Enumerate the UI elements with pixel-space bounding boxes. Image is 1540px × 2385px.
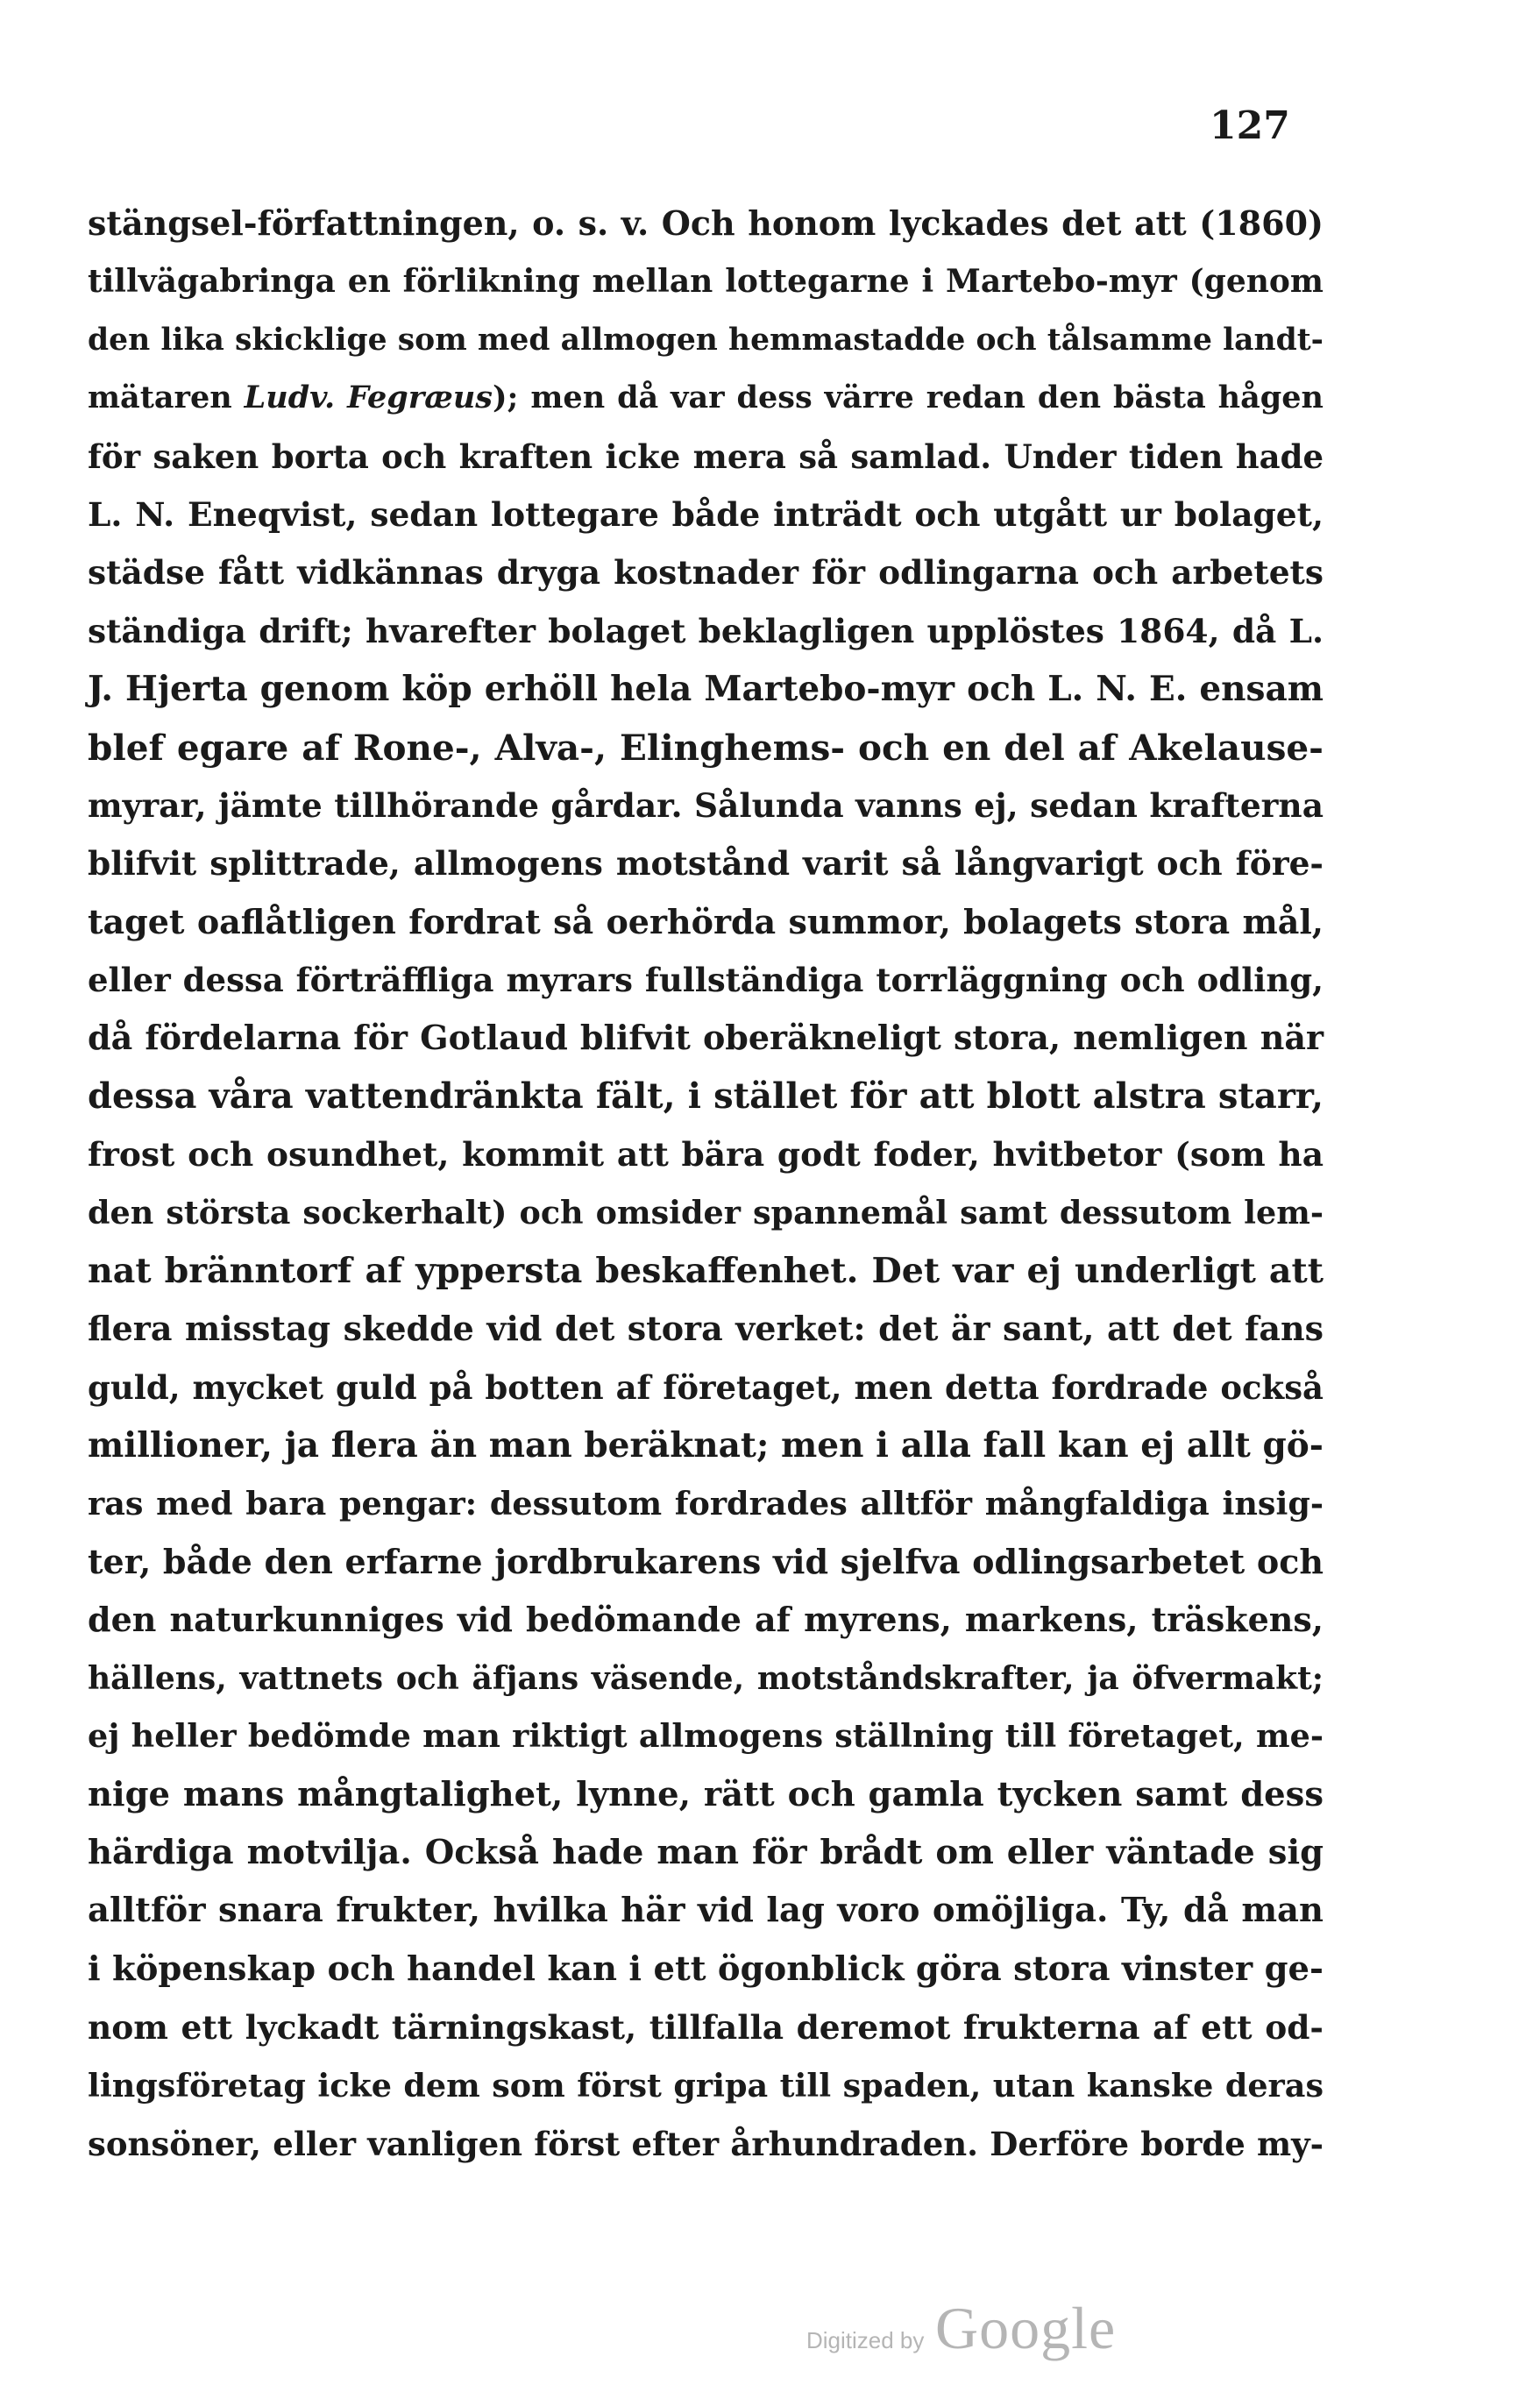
text-line: eller dessa förträffliga myrars fullständiga torrläggning och odling, <box>88 961 1324 1000</box>
text-line: den naturkunniges vid bedömande af myrens, markens, träskens, <box>88 1600 1324 1640</box>
digitized-by-google-watermark <box>806 2296 1122 2367</box>
text-line: lingsföretag icke dem som först gripa till spaden, utan kanske deras <box>88 2066 1324 2105</box>
text-line: myrar, jämte tillhörande gårdar. Sålunda vanns ej, sedan krafterna <box>88 785 1324 825</box>
text-line: alltför snara frukter, hvilka här vid lag voro omöjliga. Ty, då man <box>88 1891 1324 1931</box>
text-line: för saken borta och kraften icke mera så samlad. Under tiden hade <box>88 437 1324 476</box>
italic-name: Ludv. Fegræus <box>244 380 493 416</box>
text-line: härdiga motvilja. Också hade man för brådt om eller väntade sig <box>88 1832 1324 1872</box>
text-line: nat bränntorf af yppersta beskaffenhet. Det var ej underligt att <box>88 1251 1324 1292</box>
google-wordmark: Google <box>935 2295 1117 2361</box>
body-text <box>88 195 1324 2173</box>
text-line: taget oaflåtligen fordrat så oerhörda summor, bolagets stora mål, <box>88 901 1324 941</box>
text-line: dessa våra vattendränkta fält, i stället för att blott alstra starr, <box>88 1075 1324 1117</box>
text-line: hällens, vattnets och äfjans väsende, motståndskrafter, ja öfvermakt; <box>88 1659 1324 1697</box>
text-line: stängsel-författningen, o. s. v. Och honom lyckades det att (1860) <box>88 203 1324 243</box>
text-line: L. N. Eneqvist, sedan lottegare både inträdt och utgått ur bolaget, <box>88 494 1324 534</box>
text-line: nom ett lyckadt tärningskast, tillfalla deremot frukterna af ett od- <box>88 2008 1324 2048</box>
text-line: då fördelarna för Gotlaud blifvit oberäkneligt stora, nemligen när <box>88 1018 1324 1058</box>
text-line: nige mans mångtalighet, lynne, rätt och gamla tycken samt dess <box>88 1774 1324 1814</box>
text-line: tillvägabringa en förlikning mellan lottegarne i Martebo-myr (genom <box>88 263 1324 301</box>
text-line: flera misstag skedde vid det stora verket: det är sant, att det fans <box>88 1309 1324 1349</box>
text-line: blifvit splittrade, allmogens motstånd varit så långvarigt och före- <box>88 844 1324 884</box>
text-line: ter, både den erfarne jordbrukarens vid sjelfva odlingsarbetet och <box>88 1541 1324 1581</box>
text-line: J. Hjerta genom köp erhöll hela Martebo-myr och L. N. E. ensam <box>88 669 1324 710</box>
text-line: den största sockerhalt) och omsider spannemål samt dessutom lem- <box>88 1193 1324 1232</box>
text-line: ej heller bedömde man riktigt allmogens ställning till företaget, me- <box>88 1717 1324 1756</box>
text-line: städse fått vidkännas dryga kostnader för odlingarna och arbetets <box>88 553 1324 593</box>
text-line: ständiga drift; hvarefter bolaget beklagligen upplöstes 1864, då L. <box>88 611 1324 650</box>
text-line: frost och osundhet, kommit att bära godt foder, hvitbetor (som ha <box>88 1135 1324 1175</box>
watermark-caption: Digitized by <box>806 2327 925 2353</box>
text-line: sonsöner, eller vanligen först efter århundraden. Derföre borde my- <box>88 2124 1324 2163</box>
text-line: mätaren Ludv. Fegræus); men då var dess värre redan den bästa hågen <box>88 380 1324 416</box>
page-number: 127 <box>1210 103 1290 148</box>
text-line: guld, mycket guld på botten af företaget, men detta fordrade också <box>88 1367 1324 1407</box>
text-line: i köpenskap och handel kan i ett ögonblick göra stora vinster ge- <box>88 1948 1324 1989</box>
text-line: den lika skicklige som med allmogen hemmastadde och tålsamme landt- <box>88 322 1324 358</box>
text-line: blef egare af Rone-, Alva-, Elinghems- och en del af Akelause- <box>88 726 1324 769</box>
text-line: millioner, ja flera än man beräknat; men i alla fall kan ej allt gö- <box>88 1425 1324 1466</box>
text-line: ras med bara pengar: dessutom fordrades alltför mångfaldiga insig- <box>88 1484 1324 1523</box>
